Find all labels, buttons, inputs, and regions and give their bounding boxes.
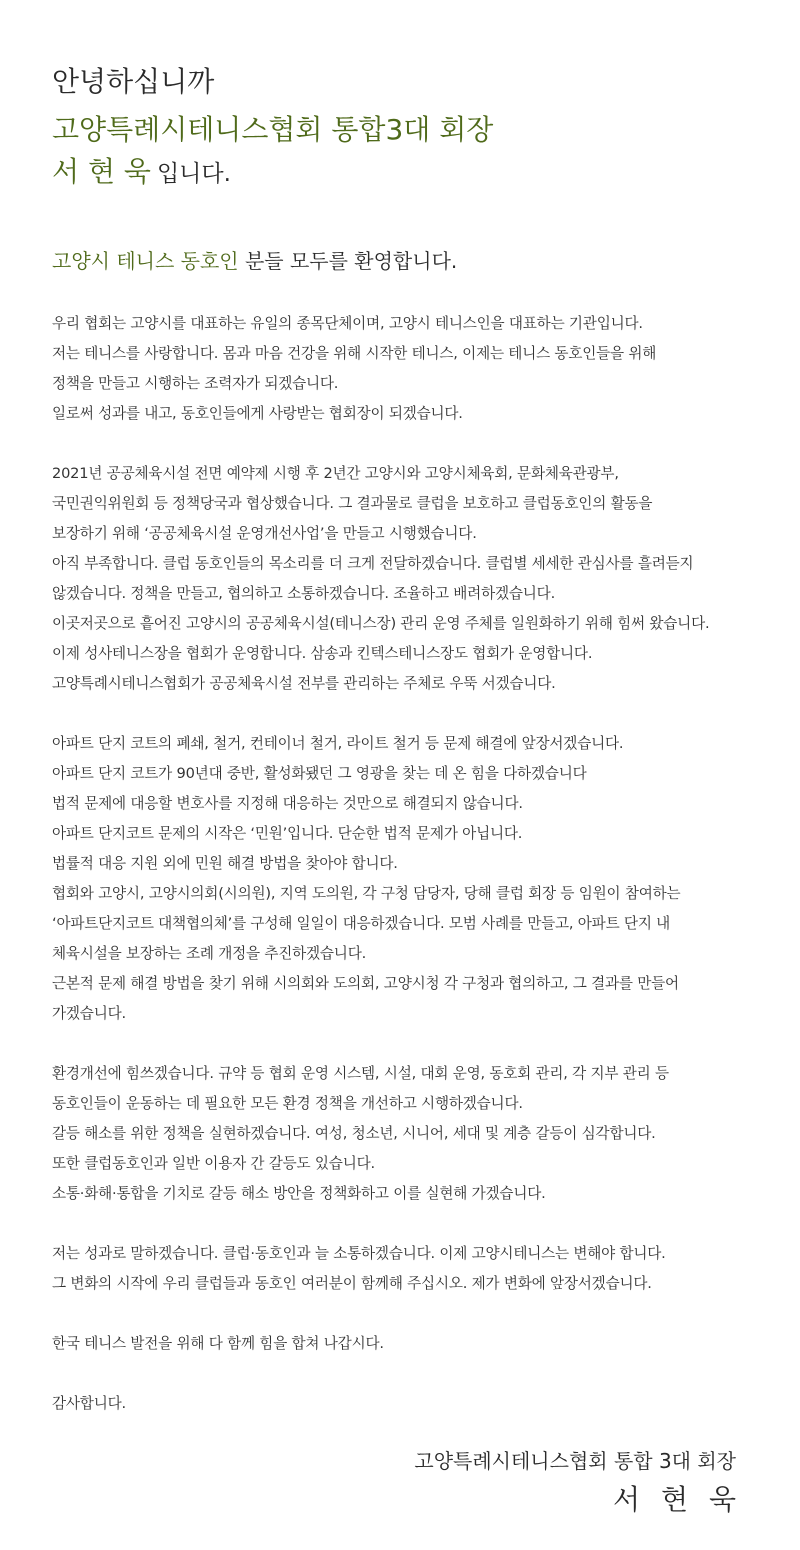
letter-paragraph	[52, 729, 796, 1029]
paragraph-line: 근본적 문제 해결 방법을 찾기 위해 시의회와 도의회, 고양시청 각 구청과 협의하고, 그 결과를 만들어	[52, 975, 679, 992]
signature-block	[414, 1444, 742, 1522]
paragraph-line: 국민권익위원회 등 정책당국과 협상했습니다. 그 결과물로 클럽을 보호하고 클럽동호인의 활동을	[52, 495, 653, 512]
paragraph-line: 아파트 단지 코트가 90년대 중반, 활성화됐던 그 영광을 찾는 데 온 힘을 다하겠습니다	[52, 765, 587, 782]
paragraph-line: 체육시설을 보장하는 조례 개정을 추진하겠습니다.	[52, 945, 367, 962]
paragraph-line: 동호인들이 운동하는 데 필요한 모든 환경 정책을 개선하고 시행하겠습니다.	[52, 1095, 523, 1112]
signature-org: 고양특례시테니스협회 통합 3대 회장	[414, 1449, 736, 1473]
paragraph-line: 고양특례시테니스협회가 공공체육시설 전부를 관리하는 주체로 우뚝 서겠습니다.	[52, 675, 556, 692]
letter-paragraph	[52, 459, 796, 699]
letter-paragraph	[52, 309, 796, 429]
paragraph-line: 이제 성사테니스장을 협회가 운영합니다. 삼송과 킨텍스테니스장도 협회가 운영합니다.	[52, 645, 593, 662]
welcome-highlight: 고양시 테니스 동호인	[52, 249, 239, 273]
paragraph-line: 법적 문제에 대응할 변호사를 지정해 대응하는 것만으로 해결되지 않습니다.	[52, 795, 523, 812]
letter-body	[52, 309, 796, 1449]
president-name-line	[52, 152, 231, 194]
paragraph-line: 감사합니다.	[52, 1395, 126, 1412]
paragraph-line: 갈등 해소를 위한 정책을 실현하겠습니다. 여성, 청소년, 시니어, 세대 및 계층 갈등이 심각합니다.	[52, 1125, 656, 1142]
paragraph-line: 한국 테니스 발전을 위해 다 함께 힘을 합쳐 나갑시다.	[52, 1335, 384, 1352]
letter-paragraph	[52, 1059, 796, 1209]
paragraph-line: 저는 성과로 말하겠습니다. 클럽·동호인과 늘 소통하겠습니다. 이제 고양시테니스는 변해야 합니다.	[52, 1245, 666, 1262]
paragraph-line: 가겠습니다.	[52, 1005, 126, 1022]
letter-paragraph	[52, 1389, 796, 1419]
paragraph-line: 협회와 고양시, 고양시의회(시의원), 지역 도의원, 각 구청 담당자, 당해 클럽 회장 등 임원이 참여하는	[52, 885, 681, 902]
paragraph-line: 그 변화의 시작에 우리 클럽들과 동호인 여러분이 함께해 주십시오. 제가 변화에 앞장서겠습니다.	[52, 1275, 652, 1292]
paragraph-line: 일로써 성과를 내고, 동호인들에게 사랑받는 협회장이 되겠습니다.	[52, 405, 463, 422]
paragraph-line: 않겠습니다. 정책을 만들고, 협의하고 소통하겠습니다. 조율하고 배려하겠습니다.	[52, 585, 556, 602]
letter-paragraph	[52, 1239, 796, 1299]
paragraph-line: 저는 테니스를 사랑합니다. 몸과 마음 건강을 위해 시작한 테니스, 이제는 테니스 동호인들을 위해	[52, 345, 657, 362]
paragraph-line: 또한 클럽동호인과 일반 이용자 간 갈등도 있습니다.	[52, 1155, 375, 1172]
president-name: 서 현 욱	[52, 155, 151, 188]
signature-name: 서 현 욱	[613, 1483, 742, 1516]
paragraph-line: 아직 부족합니다. 클럽 동호인들의 목소리를 더 크게 전달하겠습니다. 클럽별 세세한 관심사를 흘려듣지	[52, 555, 694, 572]
paragraph-line: 환경개선에 힘쓰겠습니다. 규약 등 협회 운영 시스템, 시설, 대회 운영, 동호회 관리, 각 지부 관리 등	[52, 1065, 669, 1082]
paragraph-line: 이곳저곳으로 흩어진 고양시의 공공체육시설(테니스장) 관리 운영 주체를 일원화하기 위해 힘써 왔습니다.	[52, 615, 710, 632]
paragraph-line: ‘아파트단지코트 대책협의체’를 구성해 일일이 대응하겠습니다. 모범 사례를 만들고, 아파트 단지 내	[52, 915, 671, 932]
paragraph-line: 아파트 단지 코트의 폐쇄, 철거, 컨테이너 철거, 라이트 철거 등 문제 해결에 앞장서겠습니다.	[52, 735, 624, 752]
paragraph-line: 아파트 단지코트 문제의 시작은 ‘민원’입니다. 단순한 법적 문제가 아닙니다.	[52, 825, 523, 842]
paragraph-line: 우리 협회는 고양시를 대표하는 유일의 종목단체이며, 고양시 테니스인을 대표하는 기관입니다.	[52, 315, 643, 332]
letter-paragraph	[52, 1329, 796, 1359]
org-title-heading: 고양특례시테니스협회 통합3대 회장	[52, 113, 494, 146]
paragraph-line: 법률적 대응 지원 외에 민원 해결 방법을 찾아야 합니다.	[52, 855, 398, 872]
paragraph-line: 보장하기 위해 ‘공공체육시설 운영개선사업’을 만들고 시행했습니다.	[52, 525, 477, 542]
welcome-heading	[52, 244, 457, 278]
paragraph-line: 소통·화해·통합을 기치로 갈등 해소 방안을 정책화하고 이를 실현해 가겠습니다.	[52, 1185, 546, 1202]
paragraph-line: 정책을 만들고 시행하는 조력자가 되겠습니다.	[52, 375, 339, 392]
welcome-rest: 분들 모두를 환영합니다.	[244, 249, 458, 273]
name-suffix: 입니다.	[156, 161, 231, 187]
paragraph-line: 2021년 공공체육시설 전면 예약제 시행 후 2년간 고양시와 고양시체육회, 문화체육관광부,	[52, 465, 619, 482]
greeting-heading: 안녕하십니까	[52, 65, 215, 98]
